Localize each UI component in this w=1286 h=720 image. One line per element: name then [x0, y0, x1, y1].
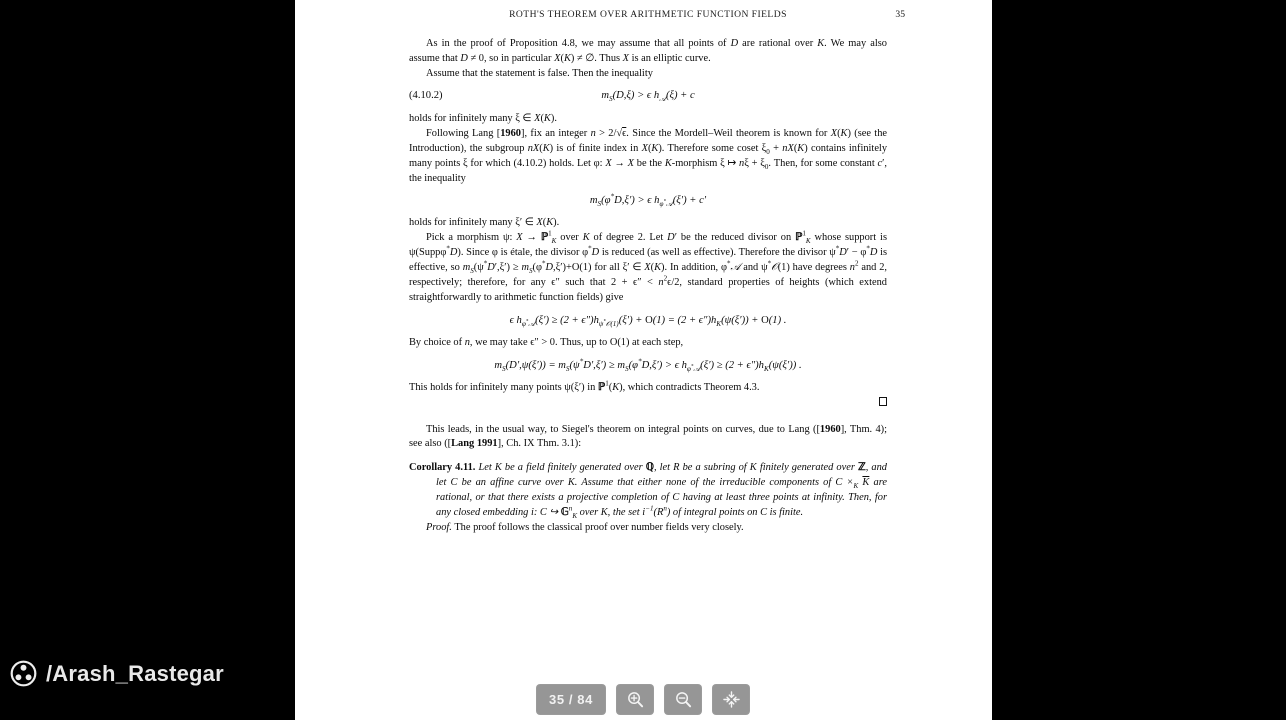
- spacer: [409, 452, 887, 461]
- magnifier-plus-icon: [626, 690, 645, 709]
- document-page[interactable]: [295, 0, 992, 720]
- fit-to-screen-button[interactable]: [712, 684, 750, 715]
- paragraph-6: Pick a morphism ψ: X → ℙ$^1_K$ over K of degree 2. Let D′ be the reduced divisor on ℙ$^1_K$ whose support is ψ(Suppφ*D). Since φ is étale, the divisor φ*D is reduced (as well as effective). Therefore the divisor ψ*D′ − φ*D is effective, so $m_S(\psi^*D',\xi') \ge m_S(\varphi^*D,\xi')+O(1)$ for all ξ′ ∈ X(K). In addition, φ*𝒜 and ψ*𝒪(1) have degrees $n^2$ and 2, respectively; therefore, for any ϵ″ such that $2 + \epsilon'' < n^2\epsilon/2$, standard properties of heights (which extend straightforwardly to arithmetic function fields) give: [409, 229, 888, 304]
- paragraph-9: This leads, in the usual way, to Siegel's theorem on integral points on curves, due to Lang ([1960], Thm. 4); see also ([Lang 1991], Ch. IX Thm. 3.1):: [409, 423, 887, 450]
- paragraph-5: holds for infinitely many ξ′ ∈ X(K).: [409, 217, 560, 229]
- equation-body: ϵ $h_{\varphi^*𝒜}(\xi') \ge (2 + \epsilon'')h_{\psi^*𝒪(1)}(\xi') + O(1) = (2 + \epsilon'')h_K(\psi(\xi')) + O(1)$ .: [509, 314, 787, 328]
- zoom-in-button[interactable]: [616, 684, 654, 715]
- proof-text: The proof follows the classical proof over number fields very closely.: [454, 522, 744, 534]
- film-reel-icon: [10, 660, 37, 687]
- corollary-text: Let K be a field finitely generated over ℚ, let R be a subring of K finitely generated over ℤ, and let C be an affine curve over K. Assume that either none of the irreducible components of $C \times_K$ $\overline{K}$ are rational, or that there exists a projective completion of C having at least three points at infinity. Then, for any closed embedding i: C ↪ 𝔾$^n_K$ over K, the set $i^{-1}(R^n)$ of integral points on C is finite.: [436, 462, 887, 521]
- proof-label: Proof.: [426, 522, 452, 534]
- paragraph-4: Following Lang [1960], fix an integer n > 2/√ϵ. Since the Mordell–Weil theorem is known for X(K) (see the Introduction), the subgroup nX(K) is of finite index in X(K). Therefore some coset $\xi_0 + nX(K)$ contains infinitely many points ξ for which (4.10.2) holds. Let φ: X → X be the K-morphism ξ ↦ $n\xi + \xi_0$. Then, for some constant c′, the inequality: [409, 127, 888, 184]
- watermark-handle: /Arash_Rastegar: [46, 660, 224, 686]
- page-indicator[interactable]: 35 / 84: [536, 684, 606, 715]
- equation-body: $m_S(D,\xi) > \epsilon$ $h_𝒜(\xi) + c$: [601, 90, 695, 104]
- corollary-4-11: [409, 461, 887, 521]
- equation-4-10-2: [409, 89, 887, 104]
- zoom-out-button[interactable]: [664, 684, 702, 715]
- paragraph-1: As in the proof of Proposition 4.8, we may assume that all points of D are rational over K. We may also assume that D ≠ 0, so in particular X(K) ≠ ∅. Thus X is an elliptic curve.: [409, 37, 887, 64]
- page-folio: 35: [895, 9, 905, 20]
- paragraph-7: By choice of n, we may take ϵ″ > 0. Thus, up to O(1) at each step,: [409, 337, 684, 349]
- magnifier-minus-icon: [674, 690, 693, 709]
- spacer: [409, 410, 887, 423]
- paragraph-8: This holds for infinitely many points ψ(ξ′) in ℙ$^1$(K), which contradicts Theorem 4.3.: [409, 379, 760, 394]
- qed-line: [409, 397, 887, 410]
- fit-to-screen-icon: [722, 690, 741, 709]
- equation-2: [409, 194, 887, 209]
- qed-box-icon: [879, 397, 888, 406]
- running-head-title: ROTH'S THEOREM OVER ARITHMETIC FUNCTION FIELDS: [509, 9, 787, 20]
- channel-watermark: [10, 660, 224, 687]
- equation-body: $m_S(D',\psi(\xi')) = m_S(\psi^*D',\xi') \ge m_S(\varphi^*D,\xi') > \epsilon$ $h_{\varphi^*𝒜}(\xi') \ge (2 + \epsilon'')h_K(\psi(\xi'))$ .: [494, 357, 802, 373]
- equation-body: $m_S(\varphi^*D,\xi') > \epsilon$ $h_{\varphi^*𝒜}(\xi') + c'$: [589, 192, 707, 209]
- running-head: [409, 8, 905, 23]
- equation-3: [409, 314, 887, 329]
- equation-4: [409, 359, 887, 374]
- proof-line: [409, 521, 887, 536]
- corollary-label: Corollary 4.11.: [409, 462, 476, 474]
- equation-tag: (4.10.2): [409, 90, 443, 102]
- page-content: [295, 0, 992, 720]
- paragraph-2: Assume that the statement is false. Then the inequality: [426, 67, 653, 79]
- viewer-toolbar: [0, 684, 1286, 715]
- paragraph-3: holds for infinitely many ξ ∈ X(K).: [409, 112, 557, 124]
